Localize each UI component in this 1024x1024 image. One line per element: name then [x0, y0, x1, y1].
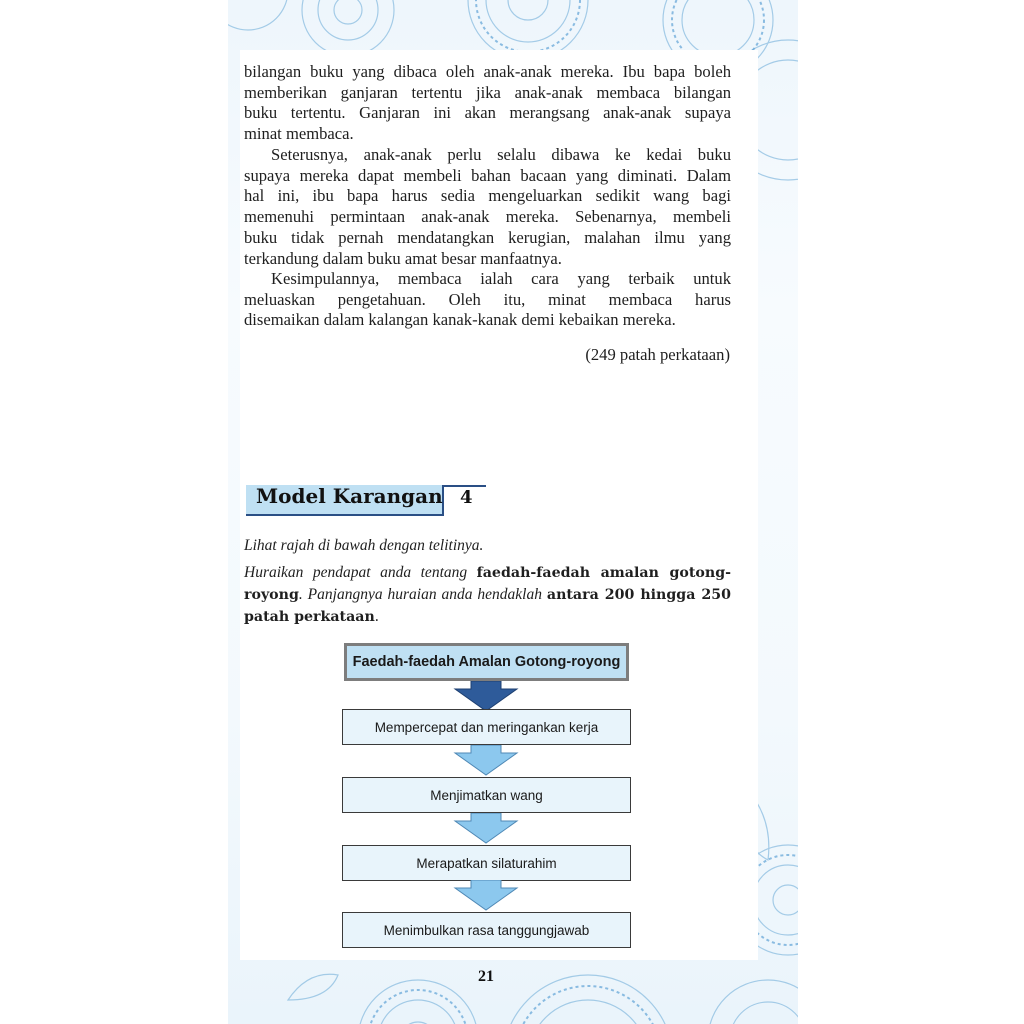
text-line: terkandung dalam buku amat besar manfaatnya. — [244, 248, 562, 268]
flowchart-box: Menimbulkan rasa tanggungjawab — [342, 912, 631, 948]
word-count: (249 patah perkataan) — [585, 345, 730, 364]
flowchart-box: Mempercepat dan meringankan kerja — [342, 709, 631, 745]
paragraph-3 — [244, 269, 731, 331]
text-line: memberikan ganjaran tertentu jika anak-anak membaca bilangan — [244, 82, 731, 102]
text-line: disemaikan dalam kalangan kanak-kanak demi kebaikan mereka. — [244, 310, 676, 330]
text-line: buku tertentu. Ganjaran ini akan merangsang anak-anak supaya — [244, 103, 731, 123]
text-line: hal ini, ibu bapa harus sedia mengeluarkan sedikit wang bagi — [244, 186, 731, 206]
text-line: bilangan buku yang dibaca oleh anak-anak mereka. Ibu bapa boleh — [244, 62, 731, 81]
task-text: . Panjangnya huraian anda hendaklah — [298, 586, 547, 603]
page-number: 21 — [478, 968, 494, 985]
text-line: minat membaca. — [244, 124, 354, 144]
flowchart-box: Menjimatkan wang — [342, 777, 631, 813]
paragraph-1 — [244, 62, 731, 145]
instruction-line — [244, 535, 731, 556]
task-statement — [244, 562, 731, 628]
instruction-text: Lihat rajah di bawah dengan telitinya. — [244, 537, 484, 554]
task-length: antara 200 hingga 250 patah perkataan — [244, 587, 731, 625]
arrow-down-icon — [451, 813, 521, 845]
flowchart-box: Merapatkan silaturahim — [342, 845, 631, 881]
text-line: Seterusnya, anak-anak perlu selalu dibawa ke kedai buku — [271, 145, 731, 164]
text-line: Kesimpulannya, membaca ialah cara yang terbaik untuk — [271, 269, 731, 288]
task-text: . — [374, 608, 379, 625]
text-line: buku tidak pernah mendatangkan kerugian, malahan ilmu yang — [244, 227, 731, 247]
flowchart-title: Faedah-faedah Amalan Gotong-royong — [344, 643, 629, 681]
text-line: memenuhi permintaan anak-anak mereka. Sebenarnya, membeli — [244, 207, 731, 227]
arrow-down-icon — [451, 880, 521, 912]
arrow-down-icon — [451, 745, 521, 777]
paragraph-2 — [244, 145, 731, 269]
section-number: 4 — [460, 487, 473, 508]
section-heading: Model Karangan — [256, 484, 443, 508]
task-topic: faedah-faedah amalan gotong-royong — [244, 565, 731, 603]
text-line: supaya mereka dapat membeli bahan bacaan yang diminati. Dalam — [244, 165, 731, 185]
text-line: meluaskan pengetahuan. Oleh itu, minat membaca harus — [244, 289, 731, 309]
task-text: Huraikan pendapat anda tentang — [244, 564, 477, 581]
